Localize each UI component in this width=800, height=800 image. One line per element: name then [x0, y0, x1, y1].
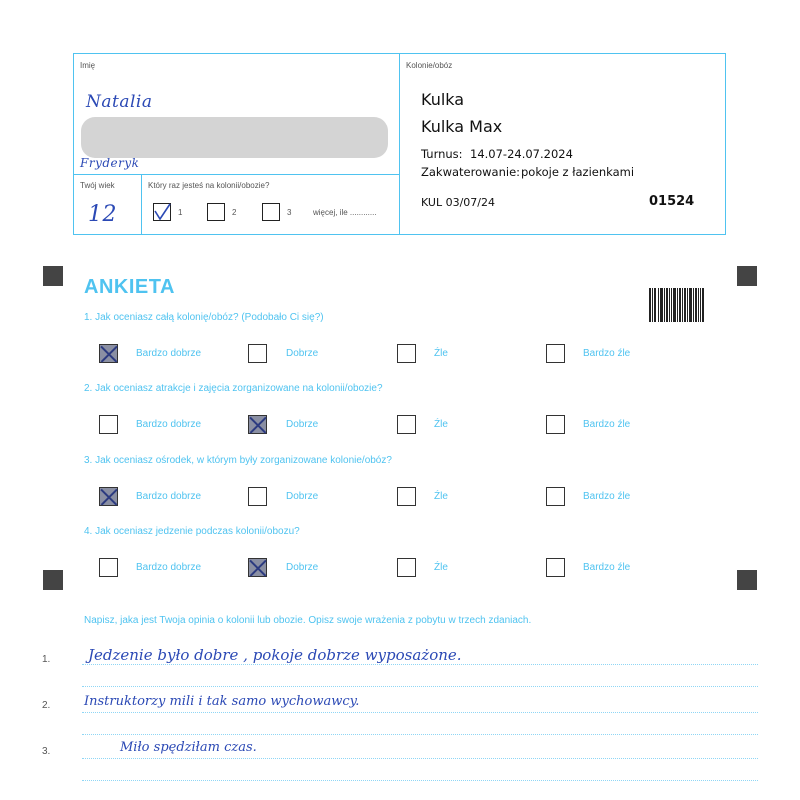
q2-label-3: Źle [434, 419, 448, 430]
q4-label-2: Dobrze [286, 562, 319, 573]
q3-option-dobrze[interactable] [248, 487, 267, 506]
times-label: Który raz jesteś na kolonii/obozie? [148, 181, 270, 190]
q2-label-1: Bardzo dobrze [136, 419, 202, 430]
q2-option-dobrze[interactable] [248, 415, 267, 434]
q1-label-1: Bardzo dobrze [136, 348, 202, 359]
times-option-3: 3 [287, 208, 292, 217]
header-divider-vertical [399, 53, 400, 235]
q4-label-4: Bardzo źle [583, 562, 631, 573]
opinion-line-number-3: 3. [42, 746, 51, 757]
q4-label-3: Źle [434, 562, 448, 573]
times-checkbox-1[interactable] [153, 203, 171, 221]
times-option-2: 2 [232, 208, 237, 217]
q2-label-4: Bardzo źle [583, 419, 631, 430]
corner-marker-top-right [737, 266, 757, 286]
check-mark-icon [153, 203, 171, 221]
corner-marker-top-left [43, 266, 63, 286]
header-divider-horizontal [73, 174, 400, 175]
q4-option-bardzo-dobrze[interactable] [99, 558, 118, 577]
dotted-line [82, 712, 758, 713]
survey-title: ANKIETA [84, 276, 175, 298]
q1-option-dobrze[interactable] [248, 344, 267, 363]
name-label: Imię [80, 61, 96, 70]
q3-option-bardzo-dobrze[interactable] [99, 487, 118, 506]
q3-label-4: Bardzo źle [583, 491, 631, 502]
accommodation-label: Zakwaterowanie: [421, 165, 521, 179]
opinion-line-3[interactable]: Miło spędziłam czas. [120, 740, 257, 755]
q4-label-1: Bardzo dobrze [136, 562, 202, 573]
camp-name-full: Kulka Max [421, 117, 503, 136]
q2-option-bardzo-dobrze[interactable] [99, 415, 118, 434]
question-3: 3. Jak oceniasz ośrodek, w którym były zorganizowane kolonie/obóz? [84, 455, 392, 466]
dotted-line [82, 664, 758, 665]
barcode-icon [649, 288, 704, 322]
corner-marker-bottom-left [43, 570, 63, 590]
question-2: 2. Jak oceniasz atrakcje i zajęcia zorganizowane na kolonii/obozie? [84, 383, 383, 394]
accommodation-value: pokoje z łazienkami [521, 165, 635, 179]
q2-label-2: Dobrze [286, 419, 319, 430]
q1-option-zle[interactable] [397, 344, 416, 363]
q4-option-zle[interactable] [397, 558, 416, 577]
times-checkbox-2[interactable] [207, 203, 225, 221]
q3-option-bardzo-zle[interactable] [546, 487, 565, 506]
form-number: 01524 [649, 194, 695, 209]
turnus-value: 14.07-24.07.2024 [470, 147, 573, 161]
opinion-line-number-2: 2. [42, 700, 51, 711]
question-4: 4. Jak oceniasz jedzenie podczas kolonii/obozu? [84, 526, 300, 537]
q1-option-bardzo-zle[interactable] [546, 344, 565, 363]
dotted-line [82, 686, 758, 687]
q2-option-bardzo-zle[interactable] [546, 415, 565, 434]
times-checkbox-3[interactable] [262, 203, 280, 221]
opinion-line-1[interactable]: Jedzenie było dobre , pokoje dobrze wyposażone. [88, 646, 462, 664]
age-divider [141, 174, 142, 235]
redacted-area [81, 117, 388, 158]
corner-marker-bottom-right [737, 570, 757, 590]
q1-option-bardzo-dobrze[interactable] [99, 344, 118, 363]
q2-option-zle[interactable] [397, 415, 416, 434]
q3-label-3: Źle [434, 491, 448, 502]
times-more: więcej, ile ............ [313, 208, 377, 217]
times-option-1: 1 [178, 208, 183, 217]
camp-name: Kulka [421, 90, 465, 109]
age-label: Twój wiek [80, 181, 115, 190]
q3-option-zle[interactable] [397, 487, 416, 506]
opinion-prompt: Napisz, jaka jest Twoja opinia o kolonii lub obozie. Opisz swoje wrażenia z pobytu w trzech zdaniach. [84, 615, 532, 626]
q4-option-bardzo-zle[interactable] [546, 558, 565, 577]
opinion-line-number-1: 1. [42, 654, 51, 665]
name-value[interactable]: Natalia [86, 92, 153, 112]
q3-label-1: Bardzo dobrze [136, 491, 202, 502]
q4-option-dobrze[interactable] [248, 558, 267, 577]
q3-label-2: Dobrze [286, 491, 319, 502]
camp-label: Kolonie/obóz [406, 61, 453, 70]
dotted-line [82, 780, 758, 781]
surname-value[interactable]: Fryderyk [80, 156, 140, 170]
turnus-label: Turnus: [421, 147, 463, 161]
q1-label-4: Bardzo źle [583, 348, 631, 359]
q1-label-2: Dobrze [286, 348, 319, 359]
q1-label-3: Źle [434, 348, 448, 359]
age-value[interactable]: 12 [88, 202, 117, 227]
opinion-line-2[interactable]: Instruktorzy mili i tak samo wychowawcy. [84, 694, 360, 709]
dotted-line [82, 734, 758, 735]
dotted-line [82, 758, 758, 759]
camp-code: KUL 03/07/24 [421, 196, 495, 209]
question-1: 1. Jak oceniasz całą kolonię/obóz? (Podobało Ci się?) [84, 312, 324, 323]
